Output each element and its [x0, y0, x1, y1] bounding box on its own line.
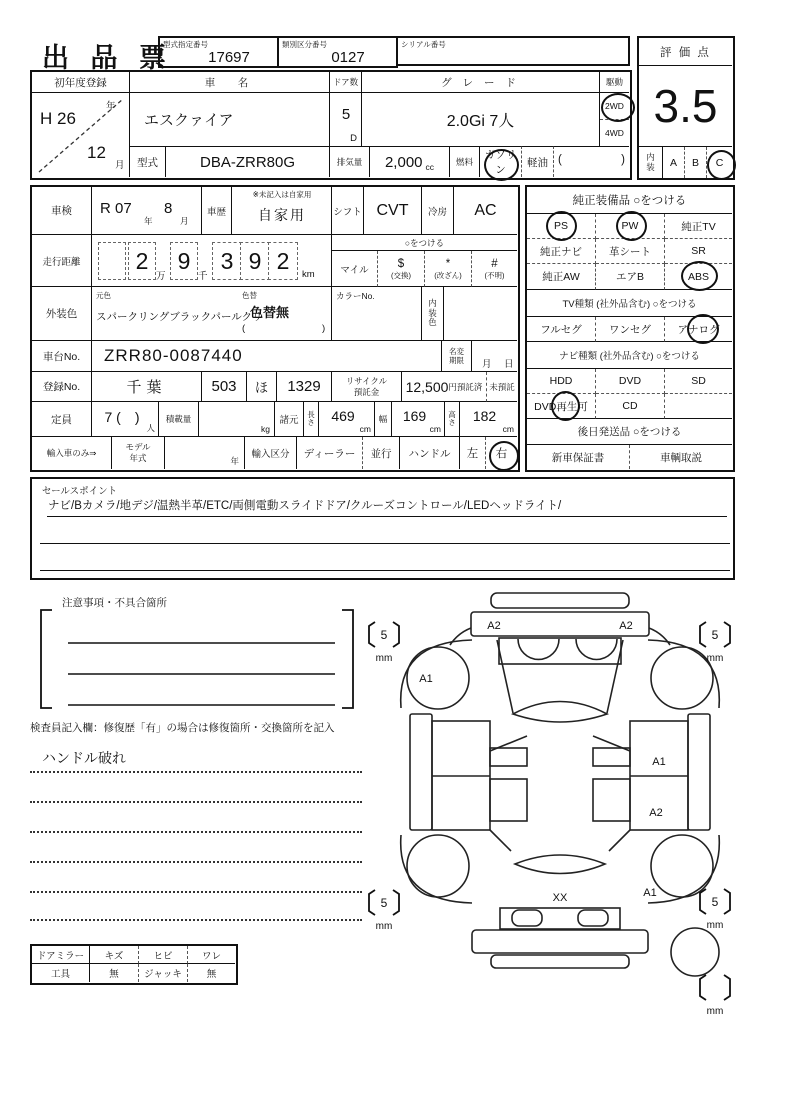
displacement-unit: cc [425, 162, 435, 172]
equipment-item: PW [596, 214, 665, 239]
length-unit: cm [359, 424, 371, 434]
drive-4wd: 4WD [605, 128, 624, 138]
caution-lines [68, 643, 335, 705]
history-note: ※未記入は自家用 [252, 189, 312, 199]
sales-point-line1: ナビ/Bカメラ/地デジ/温熱半革/ETC/両側電動スライドドア/クルーズコントロール/LEDヘッドライト/ [48, 500, 562, 512]
field-serial-number [396, 36, 630, 66]
fuel-diesel: 軽油 [522, 146, 554, 177]
grade-a: A [663, 147, 685, 178]
import-parallel: 並行 [363, 437, 400, 469]
interior-color-label-cell [422, 287, 444, 341]
month-unit: 月 [115, 160, 125, 171]
exterior-label: 外装色 [32, 287, 92, 341]
model-year-unit: 年 [230, 456, 239, 466]
vehicle-table [30, 70, 632, 180]
drive-2wd: 2WD [600, 93, 629, 120]
defect-note: ハンドル破れ [42, 750, 126, 766]
reg-label: 登録No. [32, 372, 92, 402]
pw-circle-mark [616, 211, 647, 241]
abs-circle-mark [681, 261, 718, 291]
mileage-digit: 2 [268, 242, 298, 280]
length-value: 469 [331, 408, 355, 424]
model-year-cell [165, 437, 245, 469]
equipment-item: エアB [596, 264, 665, 290]
star-cell [425, 251, 472, 287]
height-cell [460, 402, 517, 437]
shaken-year: R 07 [100, 200, 132, 217]
inspector-line [30, 891, 362, 893]
tv-title: TV種類 (社外品含む) ○をつける [527, 290, 732, 317]
grade-value: 2.0Gi 7人 [362, 93, 600, 146]
caution-bracket-area [28, 604, 368, 716]
model-code-label: 型式 [130, 146, 166, 177]
color-change-label: 色替 [242, 291, 257, 300]
hash-symbol: # [491, 257, 498, 270]
displacement-value [370, 146, 450, 177]
equipment-item: SR [665, 239, 732, 264]
width-label: 幅 [375, 402, 392, 437]
table-cell: ヒビ [139, 946, 188, 964]
dollar-symbol: $ [397, 257, 405, 270]
reg-kana: ほ [247, 372, 277, 402]
width-cell [392, 402, 445, 437]
displacement-number: 2,000 [384, 153, 423, 171]
month-char: 月 [482, 359, 492, 370]
import-class-label: 輸入区分 [245, 437, 297, 469]
navi-item: DVD [596, 369, 665, 394]
equipment-title: 純正装備品 ○をつける [527, 187, 732, 214]
car-name: エスクァイア [130, 93, 330, 146]
handle-right-circle-mark [489, 441, 519, 471]
fuel-gasoline: ガソリン [480, 146, 522, 177]
orig-color-value: スパークリングブラックパールクリ [96, 311, 263, 323]
tread-depth-rear-left: 5 [380, 896, 388, 910]
equipment-item: 純正ナビ [527, 239, 596, 264]
doors-suffix: D [350, 133, 357, 144]
field-class-number [277, 36, 398, 68]
inspector-line [30, 771, 362, 773]
model-year-l2: 年式 [129, 453, 147, 463]
length-cell [319, 402, 375, 437]
navi-item: CD [596, 394, 665, 419]
table-cell: キズ [90, 946, 139, 964]
reg-area: 千葉 [92, 372, 202, 402]
cooling-label: 冷房 [422, 187, 454, 235]
damage-mark-a2-right-slide-door: A2 [649, 807, 663, 819]
height-unit: cm [502, 424, 514, 434]
first-reg-label: 初年度登録 [32, 72, 130, 93]
chassis-label: 車台No. [32, 341, 92, 372]
model-code: DBA-ZRR80G [166, 146, 330, 177]
length-label-cell [304, 402, 319, 437]
color-change-value: 色替無 [250, 305, 290, 320]
ps-circle-mark [546, 211, 577, 241]
equipment-item: 革シート [596, 239, 665, 264]
import-label: 輸入車のみ⇒ [32, 437, 112, 469]
history-label: 車歴 [202, 187, 232, 235]
evaluation-title: 評 価 点 [639, 38, 732, 66]
chassis-no: ZRR80-0087440 [92, 341, 442, 372]
name-change-l1: 名変 [449, 346, 464, 356]
damage-mark-a2-front-left: A2 [487, 620, 501, 632]
mm-unit: mm [706, 920, 724, 931]
mileage-cell [92, 235, 332, 287]
inspector-label: 検査員記入欄：修復歴「有」の場合は修復箇所・交換箇所を記入 [30, 722, 335, 734]
tread-depth-rear-right: 5 [711, 895, 719, 909]
evaluation-score: 3.5 [653, 80, 718, 132]
width-unit: cm [429, 424, 441, 434]
circle-note: ○をつける [332, 235, 517, 251]
field-value: 0127 [331, 48, 365, 66]
orig-color-label: 元色 [96, 291, 111, 300]
history-cell [232, 187, 332, 235]
caution-label: 注意事項・不具合箇所 [62, 597, 167, 609]
navi-item [665, 394, 732, 419]
sales-point-label: セールスポイント [42, 486, 118, 497]
reg-number: 1329 [277, 372, 332, 402]
damage-mark-a2-front-right: A2 [619, 620, 633, 632]
mm-unit: mm [375, 653, 393, 664]
interior-label [639, 147, 663, 178]
name-change-label [442, 341, 472, 372]
ship-title: 後日発送品 ○をつける [527, 419, 732, 445]
mm-unit: mm [375, 921, 393, 932]
inspector-line [30, 919, 362, 921]
sales-underline-1 [47, 516, 727, 517]
equipment-item: 純正TV [665, 214, 732, 239]
inspector-line [30, 801, 362, 803]
doors-label: ドア数 [330, 72, 362, 93]
mileage-digit [98, 242, 126, 280]
mm-unit: mm [706, 1006, 724, 1017]
not-deposited: 未預託 [487, 372, 517, 402]
fuel-other-paren [554, 146, 629, 177]
equipment-item: 純正AW [527, 264, 596, 290]
tread-depth-front-left: 5 [380, 628, 388, 642]
star-symbol: * [445, 257, 451, 270]
name-change-date-cell [472, 341, 517, 372]
field-label: 型式指定番号 [163, 40, 208, 49]
handle-left: 左 [460, 437, 486, 469]
grade-label: グ レ ー ド [362, 72, 600, 93]
damage-mark-a1-front-left-wheel: A1 [419, 673, 433, 685]
recycle-amount: 12,500 [405, 378, 449, 395]
grade-b: B [685, 147, 707, 178]
fuel-gasoline-circle-mark [484, 149, 519, 181]
page-title: 出 品 票 [42, 43, 174, 73]
tv-item: フルセグ [527, 317, 596, 342]
height-label-cell [445, 402, 460, 437]
import-dealer: ディーラー [297, 437, 363, 469]
field-value: 17697 [208, 48, 250, 66]
sales-underline-3 [40, 570, 730, 571]
drive-label: 駆動 [600, 72, 629, 93]
recycle-l1: リサイクル [345, 375, 388, 386]
analog-circle-mark [687, 314, 719, 344]
star-sub: (改ざん) [434, 271, 462, 280]
color-paren-close: ) [322, 323, 326, 334]
table-cell: ジャッキ [139, 964, 188, 982]
year-unit: 年 [106, 101, 116, 112]
first-reg-era: H 26 [40, 109, 76, 128]
handle-label: ハンドル [400, 437, 460, 469]
navi-title: ナビ種類 (社外品含む) ○をつける [527, 342, 732, 369]
first-reg-cell [32, 93, 130, 177]
shaken-year-unit: 年 [144, 216, 153, 226]
shift-value: CVT [364, 187, 422, 235]
field-model-designation [158, 36, 279, 68]
reg-class: 503 [202, 372, 247, 402]
navi-item: DVD再生可 [527, 394, 596, 419]
navi-item: SD [665, 369, 732, 394]
capacity-unit: 人 [146, 423, 155, 433]
recycle-label [332, 372, 402, 402]
mm-unit: mm [706, 653, 724, 664]
load-unit: kg [261, 424, 270, 434]
mileage-sen: 千 [198, 271, 208, 282]
spec-label: 諸元 [275, 402, 304, 437]
drive-2wd-circle-mark [601, 93, 635, 122]
equipment-item: PS [527, 214, 596, 239]
load-cell [199, 402, 275, 437]
interior-color-value-cell [444, 287, 517, 341]
height-value: 182 [472, 408, 497, 424]
model-year-label [112, 437, 165, 469]
recycle-l2: 預託金 [353, 386, 380, 397]
damage-mark-xx-rear: XX [552, 892, 568, 904]
interior-label-text: 内装 [646, 151, 655, 172]
mileage-digit: 2 [128, 242, 156, 280]
shaken-month: 8 [164, 200, 173, 217]
capacity-cell [92, 402, 159, 437]
day-char: 日 [504, 359, 514, 370]
history-value: 自家用 [258, 207, 306, 223]
mirror-tool-table [30, 944, 238, 985]
dollar-cell [378, 251, 425, 287]
color-no-cell [332, 287, 422, 341]
tv-item: アナログ [665, 317, 732, 342]
grade-c-circle-mark [707, 150, 736, 180]
dvd-play-circle-mark [551, 391, 580, 421]
fuel-label: 燃料 [450, 146, 480, 177]
width-value: 169 [402, 408, 427, 424]
ship-item: 車輌取説 [660, 451, 702, 464]
caution-brackets [41, 610, 353, 708]
car-damage-diagram [360, 583, 770, 1023]
mileage-label: 走行距離 [32, 235, 92, 287]
mileage-digit: 9 [240, 242, 270, 280]
sales-point-box [30, 477, 735, 580]
field-label: 類別区分番号 [282, 40, 327, 49]
interior-color-label: 内装色 [428, 298, 437, 328]
capacity-value: 7 ( ) [104, 409, 140, 425]
cooling-value: AC [454, 187, 517, 235]
name-change-l2: 期限 [449, 356, 464, 365]
table-cell: 無 [206, 969, 217, 980]
car-body-outline [401, 593, 720, 976]
shaken-month-unit: 月 [180, 216, 189, 226]
hash-cell [472, 251, 517, 287]
shaken-label: 車検 [32, 187, 92, 235]
detail-table [30, 185, 520, 472]
navi-item: HDD [527, 369, 596, 394]
sales-underline-2 [40, 543, 730, 544]
mileage-man: 万 [156, 271, 166, 282]
paren-close: ) [621, 154, 625, 166]
load-label: 積載量 [159, 402, 199, 437]
recycle-amount-cell [402, 372, 487, 402]
grade-c: C [715, 156, 724, 169]
shaken-value [92, 187, 202, 235]
table-cell: 無 [90, 964, 139, 982]
equipment-item: ABS [665, 264, 732, 290]
hash-sub: (不明) [484, 271, 505, 280]
dollar-sub: (交換) [391, 271, 411, 280]
car-name-label: 車 名 [130, 72, 330, 93]
field-label: シリアル番号 [401, 40, 446, 49]
recycle-suffix: 円預託済 [448, 381, 483, 392]
doors-value: 5 [341, 105, 351, 123]
height-label: 高さ [448, 409, 456, 427]
exterior-cell [92, 287, 332, 341]
table-cell: ドアミラー [32, 946, 90, 964]
paren-open: ( [558, 154, 562, 166]
color-no-label: カラーNo. [336, 291, 375, 301]
inspector-line [30, 831, 362, 833]
displacement-label: 排気量 [330, 146, 370, 177]
table-cell: 工具 [32, 964, 90, 982]
tv-item: ワンセグ [596, 317, 665, 342]
table-cell: ワレ [188, 946, 235, 964]
length-label: 長さ [307, 409, 315, 427]
damage-mark-a1-rear-right: A1 [643, 887, 657, 899]
color-paren-open: ( [242, 323, 246, 334]
doors-cell [330, 93, 362, 146]
ship-item: 新車保証書 [527, 445, 630, 469]
inspector-line [30, 861, 362, 863]
mile-cell: マイル [332, 251, 378, 287]
mileage-digit: 3 [212, 242, 242, 280]
mileage-digit: 9 [170, 242, 198, 280]
capacity-label: 定員 [32, 402, 92, 437]
mileage-km: km [302, 269, 315, 280]
tread-depth-front-right: 5 [711, 628, 719, 642]
model-year-l1: モデル [125, 442, 151, 453]
shift-label: シフト [332, 187, 364, 235]
first-reg-month: 12 [87, 143, 106, 162]
damage-mark-a1-right-door: A1 [652, 756, 666, 768]
handle-right: 右 [495, 448, 508, 460]
